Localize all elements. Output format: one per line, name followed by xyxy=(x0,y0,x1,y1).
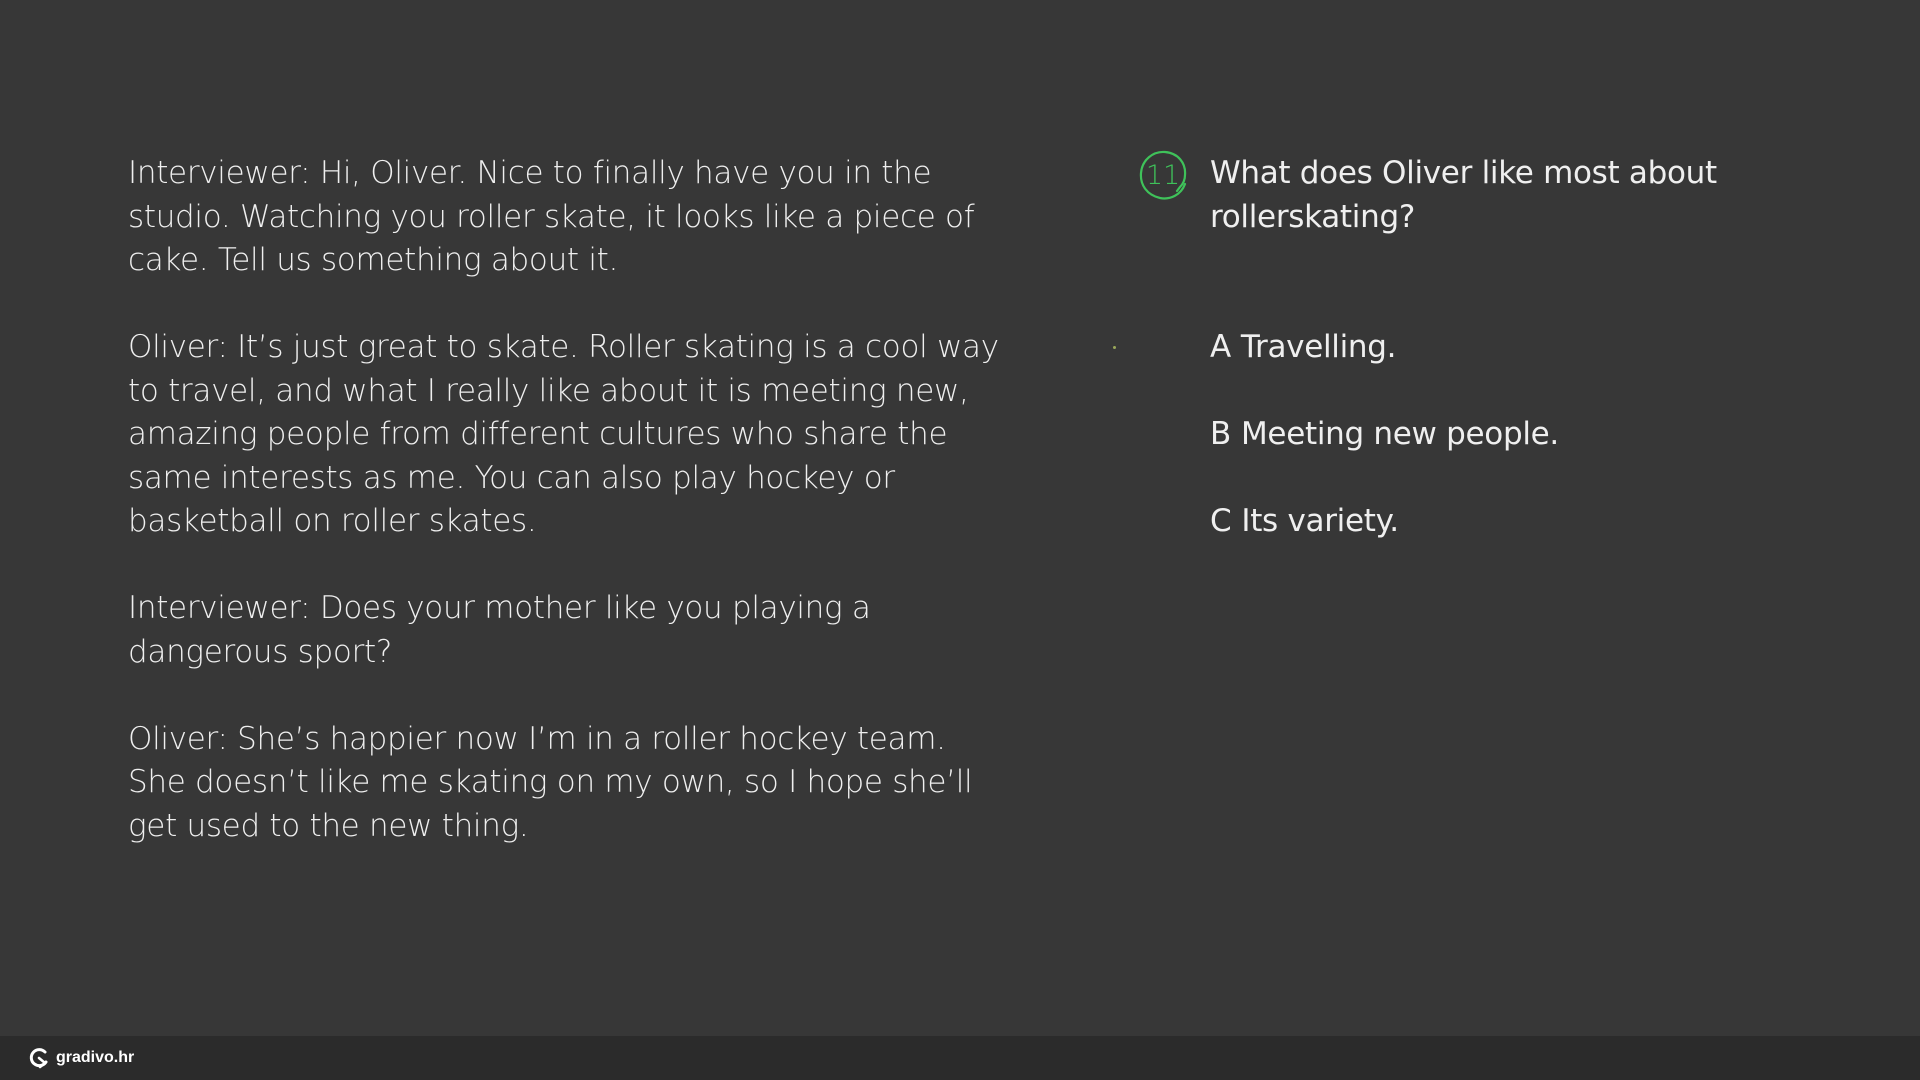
question-text: What does Oliver like most about rollerskating? xyxy=(1210,155,1717,235)
hand-drawn-circle-icon xyxy=(1135,147,1191,203)
answer-option-a[interactable] xyxy=(1210,326,1770,370)
answer-letter: B xyxy=(1210,416,1231,452)
gradivo-logo-icon xyxy=(28,1047,50,1069)
transcript-paragraph: Interviewer: Hi, Oliver. Nice to finally have you in the studio. Watching you roller skate, it looks like a piece of cake. Tell us something about it. xyxy=(128,155,975,278)
question-number: 11 xyxy=(1145,160,1181,191)
answer-text: Travelling. xyxy=(1240,329,1397,365)
answer-option-b[interactable] xyxy=(1210,413,1770,457)
answer-letter: A xyxy=(1210,329,1231,365)
question-number-badge xyxy=(1135,147,1191,203)
answer-letter: C xyxy=(1210,503,1232,539)
answer-text: Its variety. xyxy=(1241,503,1399,539)
transcript-paragraph: Interviewer: Does your mother like you playing a dangerous sport? xyxy=(128,590,871,670)
brand-name: gradivo.hr xyxy=(56,1049,135,1066)
transcript xyxy=(128,152,1008,892)
transcript-paragraph: Oliver: She’s happier now I’m in a roller hockey team. She doesn’t like me skating on my own, so I hope she’ll get used to the new thing. xyxy=(128,720,973,844)
stray-dot xyxy=(1113,346,1116,349)
answer-list xyxy=(1210,326,1770,587)
transcript-paragraph: Oliver: It’s just great to skate. Roller skating is a cool way to travel, and what I really like about it is meeting new, amazing people from different cultures who share the same interests as me. You can also play hockey or basketball on roller skates. xyxy=(128,329,999,539)
brand-link[interactable] xyxy=(28,1046,134,1070)
footer-bar xyxy=(0,1036,1920,1080)
answer-option-c[interactable] xyxy=(1210,500,1770,544)
answer-text: Meeting new people. xyxy=(1240,416,1559,452)
